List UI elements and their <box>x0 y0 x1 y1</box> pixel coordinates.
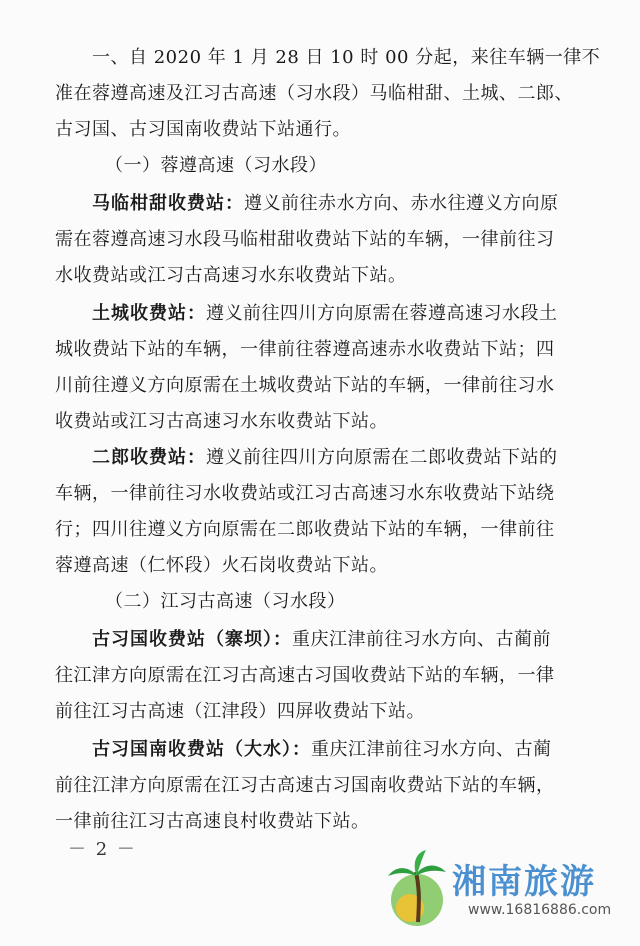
item-guxiguo <box>92 622 551 657</box>
item-tucheng <box>92 296 558 331</box>
item-line: 前往江习古高速（江津段）四屏收费站下站。 <box>55 701 425 722</box>
item-line: 前往江津方向原需在江习古高速古习国南收费站下站的车辆， <box>55 775 555 796</box>
item-erlang <box>92 440 558 475</box>
item-line: 城收费站下站的车辆，一律前往蓉遵高速赤水收费站下站；四 <box>55 339 555 360</box>
item-line: 往江津方向原需在江习古高速古习国收费站下站的车辆，一律 <box>55 665 555 686</box>
item-title: 土城收费站： <box>92 303 206 324</box>
item-title: 古习国南收费站（大水）： <box>92 739 311 760</box>
item-title: 二郎收费站： <box>92 447 206 468</box>
item-guxiguonan <box>92 732 552 767</box>
item-text: 遵义前往赤水方向、赤水往遵义方向原 <box>244 193 559 214</box>
item-line: 需在蓉遵高速习水段马临柑甜收费站下站的车辆，一律前往习 <box>55 229 555 250</box>
item-line: 一律前往江习古高速良村收费站下站。 <box>55 811 370 832</box>
item-text: 重庆江津前往习水方向、古蔺 <box>311 739 552 760</box>
section1-line2: 准在蓉遵高速及江习古高速（习水段）马临柑甜、土城、二郎、 <box>55 83 573 104</box>
subsection1-heading: （一）蓉遵高速（习水段） <box>105 155 327 176</box>
page-number: － 2 － <box>68 839 137 860</box>
item-line: 蓉遵高速（仁怀段）火石岗收费站下站。 <box>55 555 388 576</box>
item-title: 马临柑甜收费站： <box>92 193 244 214</box>
item-text: 遵义前往四川方向原需在蓉遵高速习水段土 <box>206 303 558 324</box>
item-text: 重庆江津前往习水方向、古蔺前 <box>292 629 551 650</box>
watermark-text: 湘南旅游 <box>452 862 596 902</box>
item-line: 收费站或江习古高速习水东收费站下站。 <box>55 411 388 432</box>
item-line: 行；四川往遵义方向原需在二郎收费站下站的车辆，一律前往 <box>55 519 555 540</box>
item-line: 水收费站或江习古高速习水东收费站下站。 <box>55 265 407 286</box>
palm-tree-icon <box>382 850 452 930</box>
watermark <box>382 846 622 936</box>
item-malingantian <box>92 186 559 221</box>
section1-line3: 古习国、古习国南收费站下站通行。 <box>55 119 351 140</box>
item-line: 川前往遵义方向原需在土城收费站下站的车辆，一律前往习水 <box>55 375 555 396</box>
section1-line1: 一、自 2020 年 1 月 28 日 10 时 00 分起，来往车辆一律不 <box>92 47 601 68</box>
subsection2-heading: （二）江习古高速（习水段） <box>105 591 346 612</box>
watermark-url: www.16816886.com <box>468 902 612 918</box>
item-title: 古习国收费站（寨坝）： <box>92 629 292 650</box>
item-line: 车辆，一律前往习水收费站或江习古高速习水东收费站下站绕 <box>55 483 555 504</box>
item-text: 遵义前往四川方向原需在二郎收费站下站的 <box>206 447 558 468</box>
